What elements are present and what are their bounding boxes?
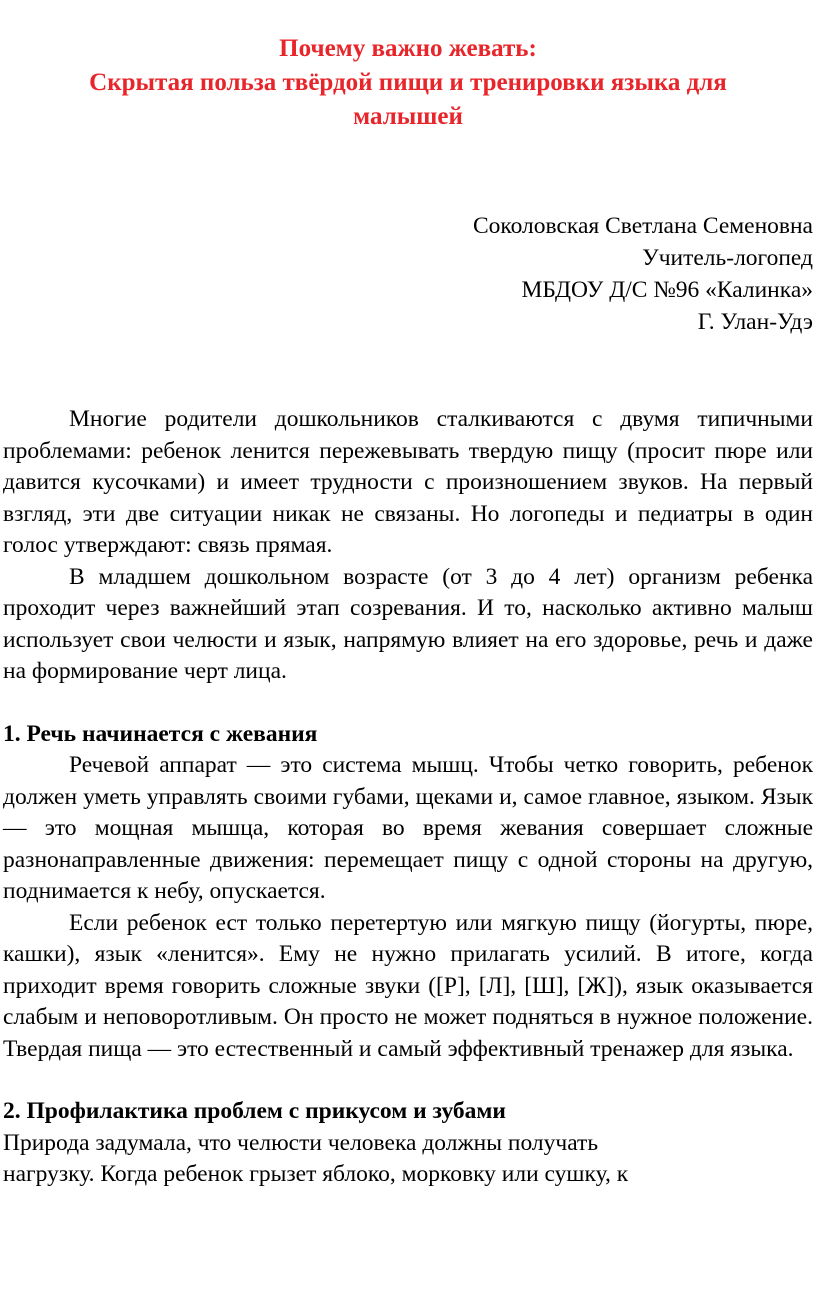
author-organization: МБДОУ Д/С №96 «Калинка» (521, 277, 813, 303)
title-line-3: малышей (353, 103, 463, 130)
section-2-line-2: нагрузку. Когда ребенок грызет яблоко, морковку или сушку, к (3, 1161, 629, 1187)
title-line-1: Почему важно жевать: (279, 35, 537, 62)
author-name: Соколовская Светлана Семеновна (472, 213, 813, 239)
section-2-heading: 2. Профилактика проблем с прикусом и зубами (3, 1098, 506, 1124)
intro-paragraph-2: В младшем дошкольном возрасте (от 3 до 4 лет) организм ребенка проходит через важнейший этап созревания. И то, насколько активно малыш использует свои челюсти и язык, напрямую влияет на его здоровье, речь и даже на формирование черт лица. (3, 563, 813, 684)
title-line-2: Скрытая польза твёрдой пищи и тренировки языка для (89, 69, 727, 96)
intro-paragraph-1: Многие родители дошкольников сталкиваются с двумя типичными проблемами: ребенок ленится пережевывать твердую пищу (просит пюре или давится кусочками) и имеет трудности с произношением звуков. На первый взгляд, эти две ситуации никак не связаны. Но логопеды и педиатры в один голос утверждают: связь прямая. (3, 406, 813, 558)
section-1-heading: 1. Речь начинается с жевания (3, 720, 318, 747)
section-1-paragraph-2: Если ребенок ест только перетертую или мягкую пищу (йогурты, пюре, кашки), язык «ленится». Ему не нужно прилагать усилий. В итоге, когда приходит время говорить сложные звуки ([Р], [Л], [Ш], [Ж]), язык оказывается слабым и неповоротливым. Он просто не может подняться в нужное положение. Твердая пища — это естественный и самый эффективный тренажер для языка. (3, 909, 813, 1062)
document-title (3, 32, 813, 134)
author-position: Учитель-логопед (642, 245, 813, 271)
author-block (3, 210, 813, 338)
section-2-line-1: Природа задумала, что челюсти человека должны получать (3, 1129, 599, 1156)
author-city: Г. Улан-Удэ (697, 309, 813, 335)
document-page (3, 0, 813, 1191)
section-1-paragraph-1: Речевой аппарат — это система мышц. Чтобы четко говорить, ребенок должен уметь управлять своими губами, щеками и, самое главное, языком. Язык — это мощная мышца, которая во время жевания совершает сложные разнонаправленные движения: перемещает пищу с одной стороны на другую, поднимается к небу, опускается. (3, 752, 813, 904)
